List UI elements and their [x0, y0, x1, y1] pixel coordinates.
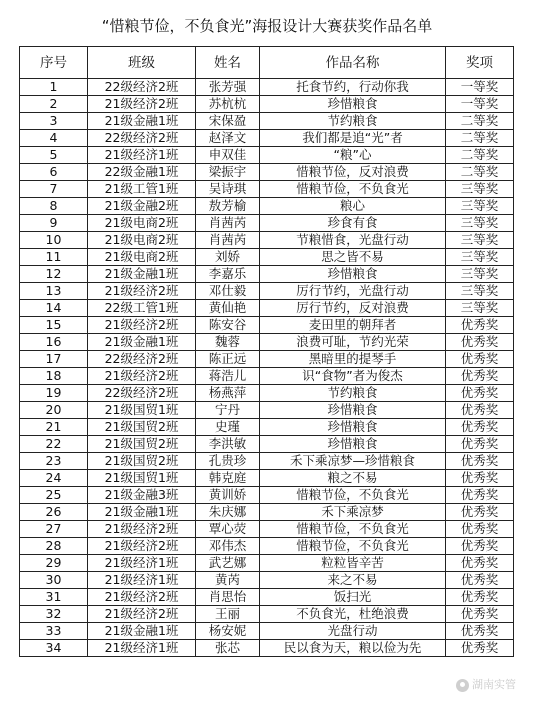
cell-serial-number: 4 — [20, 130, 88, 147]
cell-serial-number: 7 — [20, 181, 88, 198]
cell-award: 三等奖 — [446, 215, 514, 232]
cell-student-name: 武艺娜 — [196, 555, 260, 572]
cell-serial-number: 24 — [20, 470, 88, 487]
cell-student-name: 黄训娇 — [196, 487, 260, 504]
cell-award: 优秀奖 — [446, 521, 514, 538]
cell-student-name: 宋保盈 — [196, 113, 260, 130]
cell-serial-number: 1 — [20, 79, 88, 96]
table-row — [20, 181, 514, 198]
cell-student-name: 黄仙艳 — [196, 300, 260, 317]
page-title: “惜粮节俭，不负食光”海报设计大赛获奖作品名单 — [101, 17, 433, 35]
cell-class: 21级金融3班 — [88, 487, 196, 504]
cell-student-name: 敖芳榆 — [196, 198, 260, 215]
cell-award: 优秀奖 — [446, 453, 514, 470]
table-row — [20, 402, 514, 419]
cell-work-title: 节约粮食 — [260, 385, 446, 402]
cell-class: 21级经济2班 — [88, 283, 196, 300]
cell-serial-number: 12 — [20, 266, 88, 283]
cell-class: 21级经济2班 — [88, 538, 196, 555]
cell-student-name: 杨安妮 — [196, 623, 260, 640]
cell-serial-number: 32 — [20, 606, 88, 623]
cell-work-title: 厉行节约，光盘行动 — [260, 283, 446, 300]
table-row — [20, 300, 514, 317]
table-row — [20, 368, 514, 385]
cell-class: 21级金融1班 — [88, 504, 196, 521]
table-row — [20, 232, 514, 249]
cell-serial-number: 25 — [20, 487, 88, 504]
cell-student-name: 肖茜芮 — [196, 215, 260, 232]
cell-work-title: “粮”心 — [260, 147, 446, 164]
cell-award: 优秀奖 — [446, 555, 514, 572]
cell-class: 22级经济2班 — [88, 130, 196, 147]
cell-serial-number: 22 — [20, 436, 88, 453]
cell-student-name: 李嘉乐 — [196, 266, 260, 283]
cell-work-title: 惜粮节俭，不负食光 — [260, 521, 446, 538]
header-award: 奖项 — [446, 47, 514, 79]
cell-serial-number: 3 — [20, 113, 88, 130]
table-row — [20, 283, 514, 300]
cell-work-title: 禾下乘凉梦 — [260, 504, 446, 521]
cell-serial-number: 28 — [20, 538, 88, 555]
cell-award: 优秀奖 — [446, 538, 514, 555]
cell-award: 二等奖 — [446, 164, 514, 181]
cell-serial-number: 2 — [20, 96, 88, 113]
cell-award: 三等奖 — [446, 266, 514, 283]
table-row — [20, 96, 514, 113]
cell-serial-number: 5 — [20, 147, 88, 164]
cell-serial-number: 15 — [20, 317, 88, 334]
table-row — [20, 436, 514, 453]
cell-work-title: 珍惜粮食 — [260, 96, 446, 113]
cell-work-title: 惜粮节俭，不负食光 — [260, 181, 446, 198]
table-row — [20, 470, 514, 487]
cell-award: 优秀奖 — [446, 385, 514, 402]
cell-work-title: 饭扫光 — [260, 589, 446, 606]
table-row — [20, 453, 514, 470]
cell-work-title: 珍惜粮食 — [260, 419, 446, 436]
cell-student-name: 张芳强 — [196, 79, 260, 96]
cell-serial-number: 31 — [20, 589, 88, 606]
cell-student-name: 宁丹 — [196, 402, 260, 419]
cell-serial-number: 8 — [20, 198, 88, 215]
cell-award: 三等奖 — [446, 181, 514, 198]
table-row — [20, 351, 514, 368]
cell-class: 21级电商2班 — [88, 232, 196, 249]
table-row — [20, 419, 514, 436]
cell-award: 优秀奖 — [446, 436, 514, 453]
table-row — [20, 130, 514, 147]
cell-award: 三等奖 — [446, 249, 514, 266]
table-row — [20, 589, 514, 606]
header-row — [20, 47, 514, 79]
table-row — [20, 147, 514, 164]
cell-student-name: 刘娇 — [196, 249, 260, 266]
cell-work-title: 珍惜粮食 — [260, 402, 446, 419]
cell-award: 三等奖 — [446, 198, 514, 215]
table-row — [20, 215, 514, 232]
cell-work-title: 惜粮节俭，反对浪费 — [260, 164, 446, 181]
cell-serial-number: 18 — [20, 368, 88, 385]
table-row — [20, 266, 514, 283]
cell-student-name: 魏蓉 — [196, 334, 260, 351]
cell-class: 21级国贸2班 — [88, 419, 196, 436]
cell-work-title: 粒粒皆辛苦 — [260, 555, 446, 572]
cell-class: 21级经济2班 — [88, 606, 196, 623]
cell-class: 21级金融2班 — [88, 198, 196, 215]
table-row — [20, 317, 514, 334]
cell-class: 21级金融1班 — [88, 113, 196, 130]
cell-award: 优秀奖 — [446, 572, 514, 589]
cell-work-title: 厉行节约，反对浪费 — [260, 300, 446, 317]
cell-work-title: 黑暗里的提琴手 — [260, 351, 446, 368]
cell-student-name: 杨燕萍 — [196, 385, 260, 402]
cell-class: 21级经济2班 — [88, 521, 196, 538]
cell-serial-number: 17 — [20, 351, 88, 368]
cell-student-name: 李洪敏 — [196, 436, 260, 453]
cell-award: 二等奖 — [446, 147, 514, 164]
cell-student-name: 梁振宇 — [196, 164, 260, 181]
cell-class: 22级经济2班 — [88, 351, 196, 368]
cell-serial-number: 9 — [20, 215, 88, 232]
cell-student-name: 肖思怡 — [196, 589, 260, 606]
cell-class: 22级经济2班 — [88, 385, 196, 402]
awards-table — [19, 46, 514, 657]
cell-work-title: 节约粮食 — [260, 113, 446, 130]
cell-serial-number: 10 — [20, 232, 88, 249]
cell-class: 22级工管1班 — [88, 300, 196, 317]
cell-student-name: 申双佳 — [196, 147, 260, 164]
cell-work-title: 节粮惜食，光盘行动 — [260, 232, 446, 249]
cell-award: 三等奖 — [446, 232, 514, 249]
cell-work-title: 禾下乘凉梦—珍惜粮食 — [260, 453, 446, 470]
cell-serial-number: 34 — [20, 640, 88, 657]
cell-class: 21级经济2班 — [88, 368, 196, 385]
table-row — [20, 521, 514, 538]
table-header — [20, 47, 514, 79]
cell-award: 优秀奖 — [446, 317, 514, 334]
cell-class: 21级经济1班 — [88, 147, 196, 164]
table-row — [20, 164, 514, 181]
cell-award: 优秀奖 — [446, 334, 514, 351]
table-row — [20, 79, 514, 96]
table-row — [20, 487, 514, 504]
table-row — [20, 555, 514, 572]
cell-award: 优秀奖 — [446, 419, 514, 436]
cell-award: 优秀奖 — [446, 487, 514, 504]
cell-student-name: 邓伟杰 — [196, 538, 260, 555]
cell-work-title: 识“食物”者为俊杰 — [260, 368, 446, 385]
cell-student-name: 史瑾 — [196, 419, 260, 436]
cell-class: 21级国贸1班 — [88, 402, 196, 419]
cell-student-name: 黄芮 — [196, 572, 260, 589]
cell-serial-number: 16 — [20, 334, 88, 351]
table-row — [20, 249, 514, 266]
cell-student-name: 赵泽文 — [196, 130, 260, 147]
table-row — [20, 504, 514, 521]
cell-serial-number: 33 — [20, 623, 88, 640]
cell-class: 21级经济2班 — [88, 589, 196, 606]
table-row — [20, 113, 514, 130]
watermark — [456, 678, 516, 692]
cell-class: 21级经济2班 — [88, 317, 196, 334]
cell-student-name: 王丽 — [196, 606, 260, 623]
cell-class: 21级电商2班 — [88, 249, 196, 266]
table-row — [20, 572, 514, 589]
watermark-text: 湖南实管 — [472, 678, 516, 691]
cell-award: 优秀奖 — [446, 589, 514, 606]
table-row — [20, 198, 514, 215]
cell-work-title: 粮心 — [260, 198, 446, 215]
header-work-title: 作品名称 — [260, 47, 446, 79]
cell-serial-number: 20 — [20, 402, 88, 419]
table-row — [20, 538, 514, 555]
cell-class: 21级经济2班 — [88, 96, 196, 113]
cell-class: 21级经济1班 — [88, 572, 196, 589]
cell-class: 21级工管1班 — [88, 181, 196, 198]
cell-class: 22级经济2班 — [88, 79, 196, 96]
table-row — [20, 640, 514, 657]
cell-award: 优秀奖 — [446, 402, 514, 419]
cell-student-name: 韩克庭 — [196, 470, 260, 487]
cell-work-title: 来之不易 — [260, 572, 446, 589]
cell-award: 优秀奖 — [446, 470, 514, 487]
cell-work-title: 粮之不易 — [260, 470, 446, 487]
cell-serial-number: 19 — [20, 385, 88, 402]
table-row — [20, 385, 514, 402]
cell-award: 三等奖 — [446, 300, 514, 317]
cell-class: 21级国贸2班 — [88, 436, 196, 453]
cell-award: 三等奖 — [446, 283, 514, 300]
cell-serial-number: 27 — [20, 521, 88, 538]
cell-work-title: 惜粮节俭，不负食光 — [260, 538, 446, 555]
cell-student-name: 肖茜芮 — [196, 232, 260, 249]
cell-work-title: 浪费可耻，节约光荣 — [260, 334, 446, 351]
cell-class: 21级经济1班 — [88, 640, 196, 657]
cell-award: 优秀奖 — [446, 368, 514, 385]
table-row — [20, 623, 514, 640]
cell-class: 21级国贸2班 — [88, 453, 196, 470]
cell-student-name: 覃心荧 — [196, 521, 260, 538]
cell-work-title: 光盘行动 — [260, 623, 446, 640]
cell-student-name: 朱庆娜 — [196, 504, 260, 521]
cell-work-title: 珍食有食 — [260, 215, 446, 232]
cell-work-title: 珍惜粮食 — [260, 436, 446, 453]
header-class: 班级 — [88, 47, 196, 79]
cell-award: 优秀奖 — [446, 504, 514, 521]
cell-work-title: 民以食为天，粮以俭为先 — [260, 640, 446, 657]
cell-work-title: 思之皆不易 — [260, 249, 446, 266]
cell-work-title: 我们都是追“光”者 — [260, 130, 446, 147]
cell-work-title: 珍惜粮食 — [260, 266, 446, 283]
cell-class: 21级金融1班 — [88, 623, 196, 640]
cell-work-title: 麦田里的朝拜者 — [260, 317, 446, 334]
cell-serial-number: 14 — [20, 300, 88, 317]
cell-student-name: 陈正远 — [196, 351, 260, 368]
cell-award: 二等奖 — [446, 113, 514, 130]
cell-work-title: 托食节约，行动你我 — [260, 79, 446, 96]
cell-work-title: 惜粮节俭，不负食光 — [260, 487, 446, 504]
cell-serial-number: 21 — [20, 419, 88, 436]
cell-serial-number: 11 — [20, 249, 88, 266]
cell-award: 一等奖 — [446, 79, 514, 96]
table-body — [20, 79, 514, 657]
header-student-name: 姓名 — [196, 47, 260, 79]
cell-student-name: 苏杭杭 — [196, 96, 260, 113]
header-serial-number: 序号 — [20, 47, 88, 79]
cell-serial-number: 6 — [20, 164, 88, 181]
table-row — [20, 334, 514, 351]
cell-student-name: 吴诗琪 — [196, 181, 260, 198]
cell-work-title: 不负食光，杜绝浪费 — [260, 606, 446, 623]
cell-award: 优秀奖 — [446, 623, 514, 640]
cell-award: 一等奖 — [446, 96, 514, 113]
cell-student-name: 邓仕毅 — [196, 283, 260, 300]
cell-serial-number: 23 — [20, 453, 88, 470]
cell-class: 21级经济1班 — [88, 555, 196, 572]
cell-class: 22级金融1班 — [88, 164, 196, 181]
cell-award: 优秀奖 — [446, 351, 514, 368]
cell-award: 优秀奖 — [446, 606, 514, 623]
account-avatar-icon — [456, 679, 469, 692]
cell-class: 21级金融1班 — [88, 334, 196, 351]
cell-class: 21级国贸1班 — [88, 470, 196, 487]
cell-serial-number: 30 — [20, 572, 88, 589]
cell-award: 优秀奖 — [446, 640, 514, 657]
cell-serial-number: 29 — [20, 555, 88, 572]
cell-student-name: 张芯 — [196, 640, 260, 657]
cell-serial-number: 26 — [20, 504, 88, 521]
cell-student-name: 蒋浩儿 — [196, 368, 260, 385]
cell-student-name: 陈安谷 — [196, 317, 260, 334]
cell-class: 21级金融1班 — [88, 266, 196, 283]
table-row — [20, 606, 514, 623]
cell-award: 二等奖 — [446, 130, 514, 147]
cell-class: 21级电商2班 — [88, 215, 196, 232]
cell-serial-number: 13 — [20, 283, 88, 300]
cell-student-name: 孔贵珍 — [196, 453, 260, 470]
